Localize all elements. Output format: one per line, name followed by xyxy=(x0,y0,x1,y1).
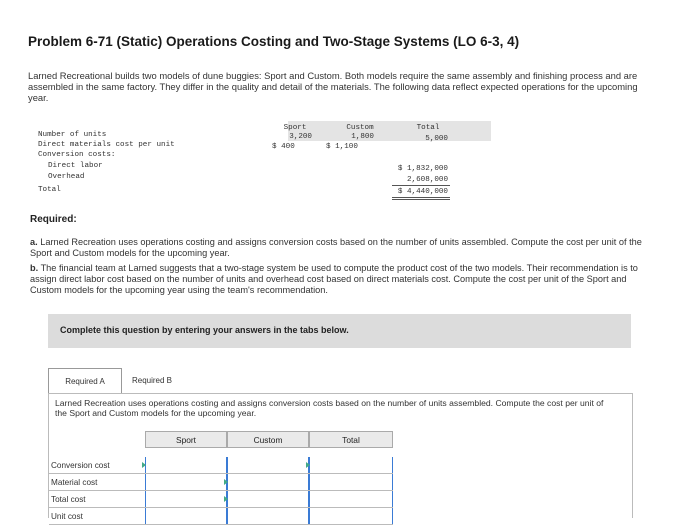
instruction-banner xyxy=(48,314,631,348)
header-total: Total xyxy=(416,124,440,132)
material-total-input[interactable] xyxy=(309,474,393,490)
material-sport-input[interactable] xyxy=(145,474,227,490)
row-label-material: Material cost xyxy=(51,478,98,487)
grid-row-material xyxy=(49,474,393,491)
tab-required-a[interactable]: Required A xyxy=(48,368,122,394)
answer-panel xyxy=(48,393,633,521)
row-label-unit: Unit cost xyxy=(51,512,83,521)
dropdown-arrow-icon xyxy=(224,479,228,485)
dropdown-arrow-icon xyxy=(142,462,146,468)
required-a xyxy=(30,237,660,259)
units-total: 5,000 xyxy=(425,135,448,143)
unit-total-input[interactable] xyxy=(309,508,393,524)
instruction-text: Complete this question by entering your answers in the tabs below. xyxy=(60,325,349,335)
total-label: Total xyxy=(38,186,61,194)
dropdown-arrow-icon xyxy=(224,496,228,502)
total-custom-input[interactable] xyxy=(227,491,309,507)
unit-sport-input[interactable] xyxy=(145,508,227,524)
required-b xyxy=(30,263,660,296)
required-b-label: b. xyxy=(30,263,39,273)
required-a-text: Larned Recreation uses operations costing and assigns conversion costs based on the number of units assembled. Compute the cost per unit of the Sport and Custom models for the upcoming year. xyxy=(30,237,642,258)
units-label: Number of units xyxy=(38,131,107,139)
dropdown-arrow-icon xyxy=(306,462,310,468)
units-sport: 3,200 xyxy=(289,133,312,141)
oh-total: 2,608,000 xyxy=(406,176,448,184)
conv-label: Conversion costs: xyxy=(38,151,116,159)
header-sport: Sport xyxy=(283,124,307,132)
grid-row-total xyxy=(49,491,393,508)
unit-custom-input[interactable] xyxy=(227,508,309,524)
grid-header-custom: Custom xyxy=(227,431,309,448)
total-rule-1 xyxy=(392,197,450,198)
conversion-sport-input[interactable] xyxy=(145,457,227,473)
grid-header-total: Total xyxy=(309,431,393,448)
required-b-text: The financial team at Larned suggests that a two-stage system be used to compute the product cost of the two models. Their recommendation is to assign direct labor cost based on the number of units and overhead cost based on direct materials cost. Compute the cost per unit of the Sport and Custom models for the upcoming year using the team's recommendation. xyxy=(30,263,638,295)
dm-label: Direct materials cost per unit xyxy=(38,141,175,149)
row-label-conversion: Conversion cost xyxy=(51,461,110,470)
problem-intro: Larned Recreational builds two models of dune buggies: Sport and Custom. Both models require the same assembly and finishing process and are assembled in the same factory. They differ in the quality and detail of the materials. The following data reflect expected operations for the upcoming year. xyxy=(28,70,638,103)
dl-total: $ 1,832,000 xyxy=(397,165,448,173)
header-custom: Custom xyxy=(346,124,374,132)
required-a-label: a. xyxy=(30,237,38,247)
material-custom-input[interactable] xyxy=(227,474,309,490)
question-text: Larned Recreation uses operations costing and assigns conversion costs based on the number of units assembled. Compute the cost per unit of the Sport and Custom models for the upcoming year. xyxy=(55,398,604,418)
dl-label: Direct labor xyxy=(48,162,103,170)
page-title: Problem 6-71 (Static) Operations Costing and Two-Stage Systems (LO 6-3, 4) xyxy=(28,34,520,49)
tab-required-b[interactable]: Required B xyxy=(131,376,173,385)
total-total-input[interactable] xyxy=(309,491,393,507)
data-table xyxy=(30,121,460,199)
total-rule-2 xyxy=(392,199,450,200)
units-custom: 1,800 xyxy=(351,133,374,141)
dm-sport: $ 400 xyxy=(272,143,295,151)
grid-header-sport: Sport xyxy=(145,431,227,448)
oh-label: Overhead xyxy=(48,173,85,181)
row-label-total: Total cost xyxy=(51,495,86,504)
conversion-total-input[interactable] xyxy=(309,457,393,473)
dm-custom: $ 1,100 xyxy=(326,143,358,151)
grid-row-conversion xyxy=(49,457,393,474)
total-total: $ 4,440,000 xyxy=(397,188,448,196)
total-sport-input[interactable] xyxy=(145,491,227,507)
required-heading: Required: xyxy=(30,214,77,225)
conversion-custom-input[interactable] xyxy=(227,457,309,473)
subtotal-rule xyxy=(392,185,450,186)
